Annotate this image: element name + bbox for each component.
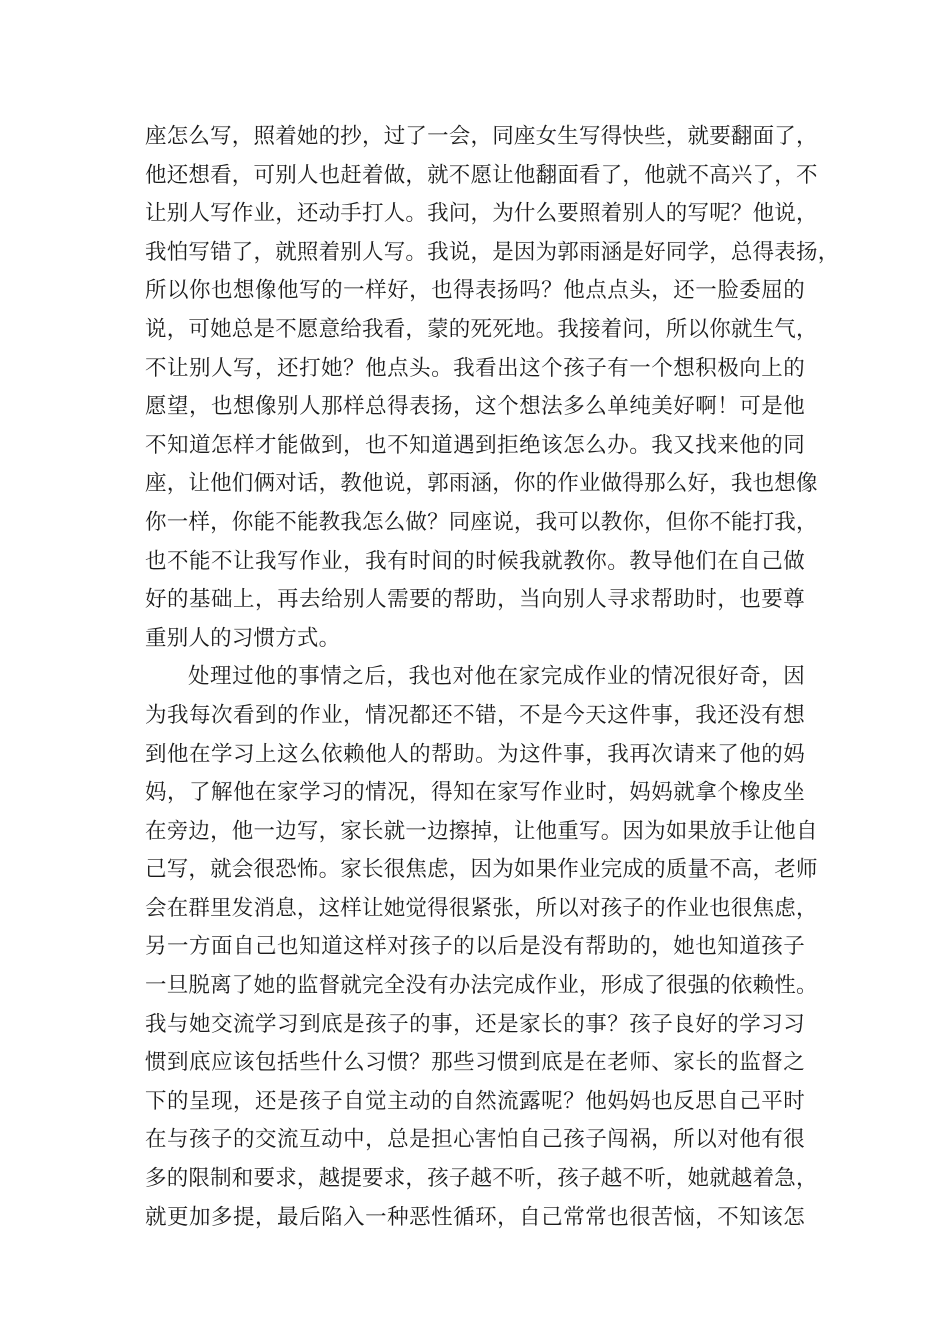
text-line: 另一方面自己也知道这样对孩子的以后是没有帮助的，她也知道孩子 [145,934,805,960]
text-line: 所以你也想像他写的一样好，也得表扬吗？他点点头，还一脸委屈的 [145,278,805,304]
text-line: 己写，就会很恐怖。家长很焦虑，因为如果作业完成的质量不高，老师 [145,857,818,883]
text-line: 座怎么写，照着她的抄，过了一会，同座女生写得快些，就要翻面了， [145,124,818,149]
text-line: 下的呈现，还是孩子自觉主动的自然流露呢？他妈妈也反思自己平时 [145,1088,805,1114]
text-line: 不知道怎样才能做到，也不知道遇到拒绝该怎么办。我又找来他的同 [145,432,805,458]
text-line: 为我每次看到的作业，情况都还不错，不是今天这件事，我还没有想 [145,702,805,728]
text-line: 多的限制和要求，越提要求，孩子越不听，孩子越不听，她就越着急， [145,1166,818,1192]
text-line: 愿望，也想像别人那样总得表扬，这个想法多么单纯美好啊！可是他 [145,394,805,420]
document-body [145,118,840,1237]
text-line: 在旁边，他一边写，家长就一边擦掉，让他重写。因为如果放手让他自 [145,818,818,844]
text-line: 惯到底应该包括些什么习惯？那些习惯到底是在老师、家长的监督之 [145,1050,805,1076]
text-line: 座，让他们俩对话，教他说，郭雨涵，你的作业做得那么好，我也想像 [145,471,818,497]
text-line: 让别人写作业，还动手打人。我问，为什么要照着别人的写呢？他说， [145,201,818,227]
text-line: 就更加多提，最后陷入一种恶性循环，自己常常也很苦恼，不知该怎 [145,1204,805,1230]
paragraph-end-line: 重别人的习惯方式。 [145,625,341,651]
text-line: 到他在学习上这么依赖他人的帮助。为这件事，我再次请来了他的妈 [145,741,805,767]
text-line: 我怕写错了，就照着别人写。我说，是因为郭雨涵是好同学，总得表扬， [145,239,840,265]
text-line: 妈，了解他在家学习的情况，得知在家写作业时，妈妈就拿个橡皮坐 [145,780,805,806]
text-line: 你一样，你能不能教我怎么做？同座说，我可以教你，但你不能打我， [145,509,818,535]
text-line: 好的基础上，再去给别人需要的帮助，当向别人寻求帮助时，也要尊 [145,587,805,613]
text-line: 他还想看，可别人也赶着做，就不愿让他翻面看了，他就不高兴了，不 [145,162,818,188]
text-line: 在与孩子的交流互动中，总是担心害怕自己孩子闯祸，所以对他有很 [145,1127,805,1153]
text-line: 不让别人写，还打她？他点头。我看出这个孩子有一个想积极向上的 [145,355,805,381]
text-line: 会在群里发消息，这样让她觉得很紧张，所以对孩子的作业也很焦虑， [145,895,818,921]
paragraph-start-line: 处理过他的事情之后，我也对他在家完成作业的情况很好奇，因 [188,664,805,690]
text-line: 也不能不让我写作业，我有时间的时候我就教你。教导他们在自己做 [145,548,805,574]
text-line: 说，可她总是不愿意给我看，蒙的死死地。我接着问，所以你就生气， [145,316,818,342]
text-line: 一旦脱离了她的监督就完全没有办法完成作业，形成了很强的依赖性。 [145,973,818,999]
text-line: 我与她交流学习到底是孩子的事，还是家长的事？孩子良好的学习习 [145,1011,805,1037]
